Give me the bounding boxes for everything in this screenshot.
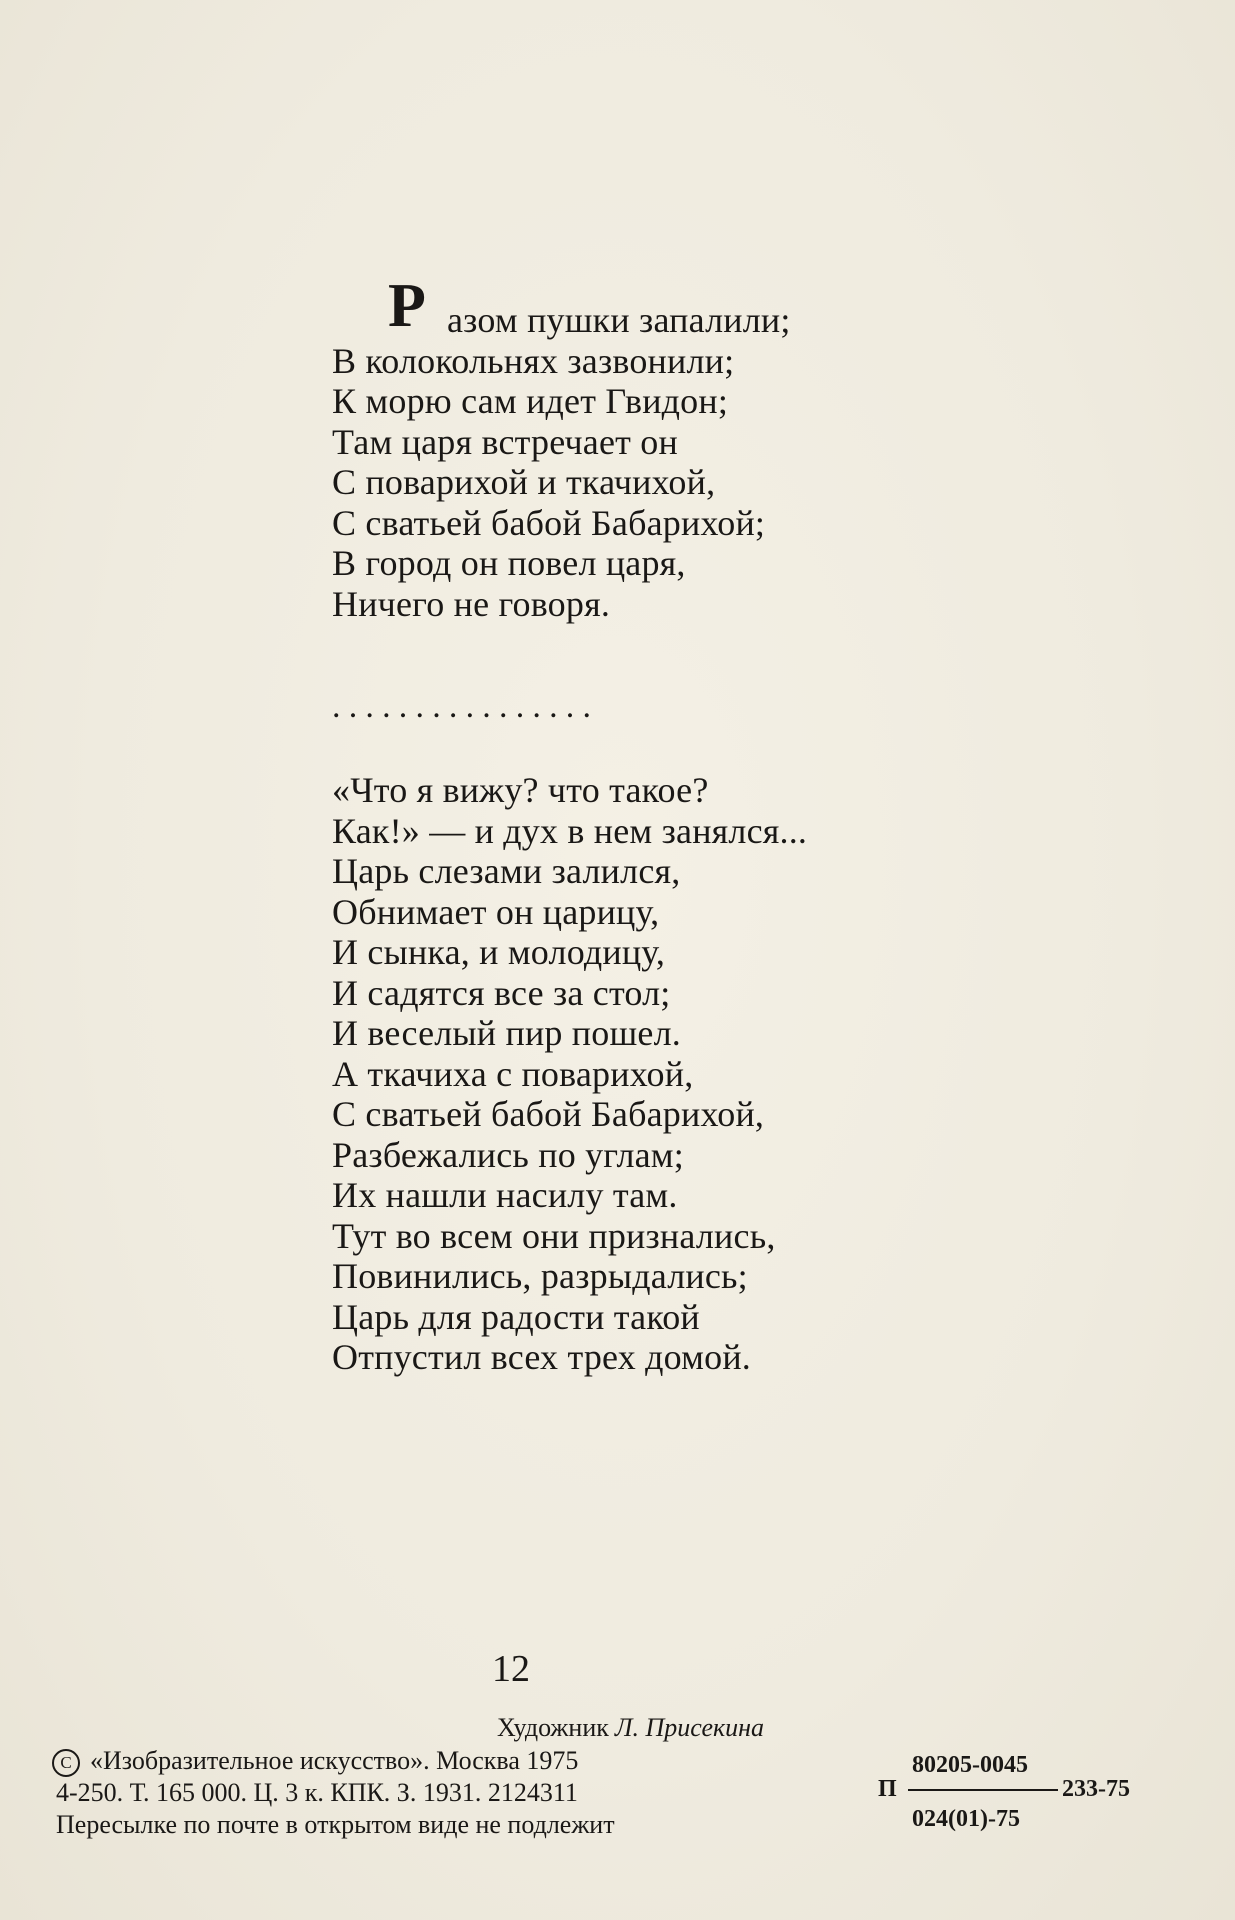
- poem-line: С поварихой и ткачихой,: [332, 462, 716, 502]
- poem-line: Тут во всем они признались,: [332, 1215, 776, 1256]
- imprint-block: [52, 1745, 615, 1841]
- index-prefix: П: [878, 1776, 897, 1802]
- poem-line: К морю сам идет Гвидон;: [332, 381, 729, 421]
- first-line-text: азом пушки запалили;: [447, 300, 791, 340]
- poem-line: Царь для радости такой: [332, 1296, 700, 1337]
- poem-line: И сынка, и молодицу,: [332, 932, 666, 972]
- poem-line: Как!» — и дух в нем занялся...: [332, 810, 808, 851]
- poem-line: Ничего не говоря.: [332, 583, 611, 624]
- poem-line: «Что я вижу? что такое?: [332, 770, 709, 810]
- poem-line: Отпустил всех трех домой.: [332, 1337, 751, 1377]
- poem-line: И веселый пир пошел.: [332, 1013, 681, 1053]
- poem-line: С сватьей бабой Бабарихой;: [332, 502, 766, 543]
- poem-line: Обнимает он царицу,: [332, 891, 660, 932]
- poem-line: [332, 272, 791, 341]
- publisher-line: [52, 1745, 615, 1777]
- catalog-index: [878, 1752, 1188, 1842]
- poem-line: С сватьей бабой Бабарихой,: [332, 1094, 765, 1134]
- publisher-text: «Изобразительное искусство». Москва 1975: [90, 1746, 579, 1775]
- poem-line: Повинились, разрыдались;: [332, 1256, 748, 1296]
- page-number: 12: [492, 1648, 530, 1690]
- index-fraction-rule: [908, 1789, 1058, 1791]
- index-numerator: 80205-0045: [912, 1752, 1028, 1778]
- stanza-separator: ................: [332, 688, 600, 725]
- mail-notice-line: Пересылке по почте в открытом виде не подлежит: [56, 1810, 615, 1839]
- drop-cap: Р: [388, 272, 427, 340]
- poem-line: В колокольнях зазвонили;: [332, 340, 735, 381]
- poem-line: А ткачиха с поварихой,: [332, 1053, 694, 1094]
- poem-line: В город он повел царя,: [332, 543, 686, 583]
- poem-line: Их нашли насилу там.: [332, 1175, 678, 1215]
- poem-line: Там царя встречает он: [332, 421, 678, 462]
- poem-stanza-2: [332, 770, 807, 1378]
- copyright-icon: C: [52, 1749, 80, 1777]
- artist-credit: [497, 1713, 764, 1743]
- index-denominator: 024(01)-75: [912, 1806, 1020, 1832]
- poem-line: Разбежались по углам;: [332, 1134, 684, 1175]
- artist-label: Художник: [497, 1713, 609, 1742]
- poem-line: И садятся все за стол;: [332, 972, 671, 1013]
- poem-line: Царь слезами залился,: [332, 851, 681, 891]
- poem-stanza-1: [332, 272, 791, 624]
- print-details-line: 4-250. Т. 165 000. Ц. 3 к. КПК. З. 1931. 2124311: [56, 1778, 578, 1807]
- artist-name: Л. Присекина: [614, 1713, 765, 1742]
- index-suffix: 233-75: [1062, 1776, 1130, 1802]
